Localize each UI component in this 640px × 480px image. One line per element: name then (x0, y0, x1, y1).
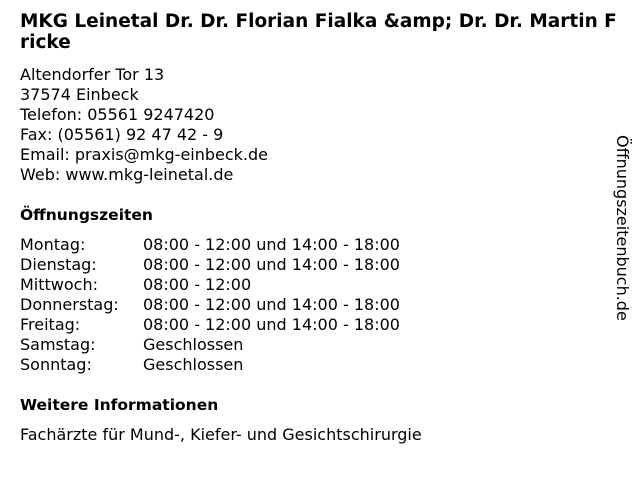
hours-row (20, 275, 400, 295)
hours-day: Montag: (20, 235, 86, 254)
hours-table (20, 235, 400, 375)
hours-row (20, 335, 400, 355)
hours-day: Freitag: (20, 315, 81, 334)
street-address: Altendorfer Tor 13 (20, 65, 165, 84)
email-address: Email: praxis@mkg-einbeck.de (20, 145, 269, 164)
web-address: Web: www.mkg-leinetal.de (20, 165, 234, 184)
site-watermark: Öffnungszeitenbuch.de (613, 135, 632, 321)
hours-day: Dienstag: (20, 255, 97, 274)
info-text: Fachärzte für Mund-, Kiefer- und Gesichtschirurgie (20, 425, 422, 444)
page-title: MKG Leinetal Dr. Dr. Florian Fialka &amp; Dr. Dr. Martin Fricke (20, 11, 617, 53)
hours-time: 08:00 - 12:00 und 14:00 - 18:00 (143, 315, 400, 334)
hours-day: Sonntag: (20, 355, 92, 374)
hours-day: Samstag: (20, 335, 96, 354)
hours-time: 08:00 - 12:00 und 14:00 - 18:00 (143, 255, 400, 274)
hours-row (20, 255, 400, 275)
city-address: 37574 Einbeck (20, 85, 139, 104)
hours-time: 08:00 - 12:00 und 14:00 - 18:00 (143, 235, 400, 254)
address-block (20, 65, 268, 185)
info-heading: Weitere Informationen (20, 396, 219, 414)
hours-day: Donnerstag: (20, 295, 119, 314)
hours-row (20, 295, 400, 315)
hours-day: Mittwoch: (20, 275, 98, 294)
hours-row (20, 235, 400, 255)
fax-number: Fax: (05561) 92 47 42 - 9 (20, 125, 224, 144)
hours-heading: Öffnungszeiten (20, 206, 153, 224)
hours-time: Geschlossen (143, 335, 244, 354)
phone-number: Telefon: 05561 9247420 (20, 105, 215, 124)
hours-row (20, 355, 400, 375)
hours-time: 08:00 - 12:00 (143, 275, 252, 294)
hours-time: Geschlossen (143, 355, 244, 374)
hours-row (20, 315, 400, 335)
hours-time: 08:00 - 12:00 und 14:00 - 18:00 (143, 295, 400, 314)
